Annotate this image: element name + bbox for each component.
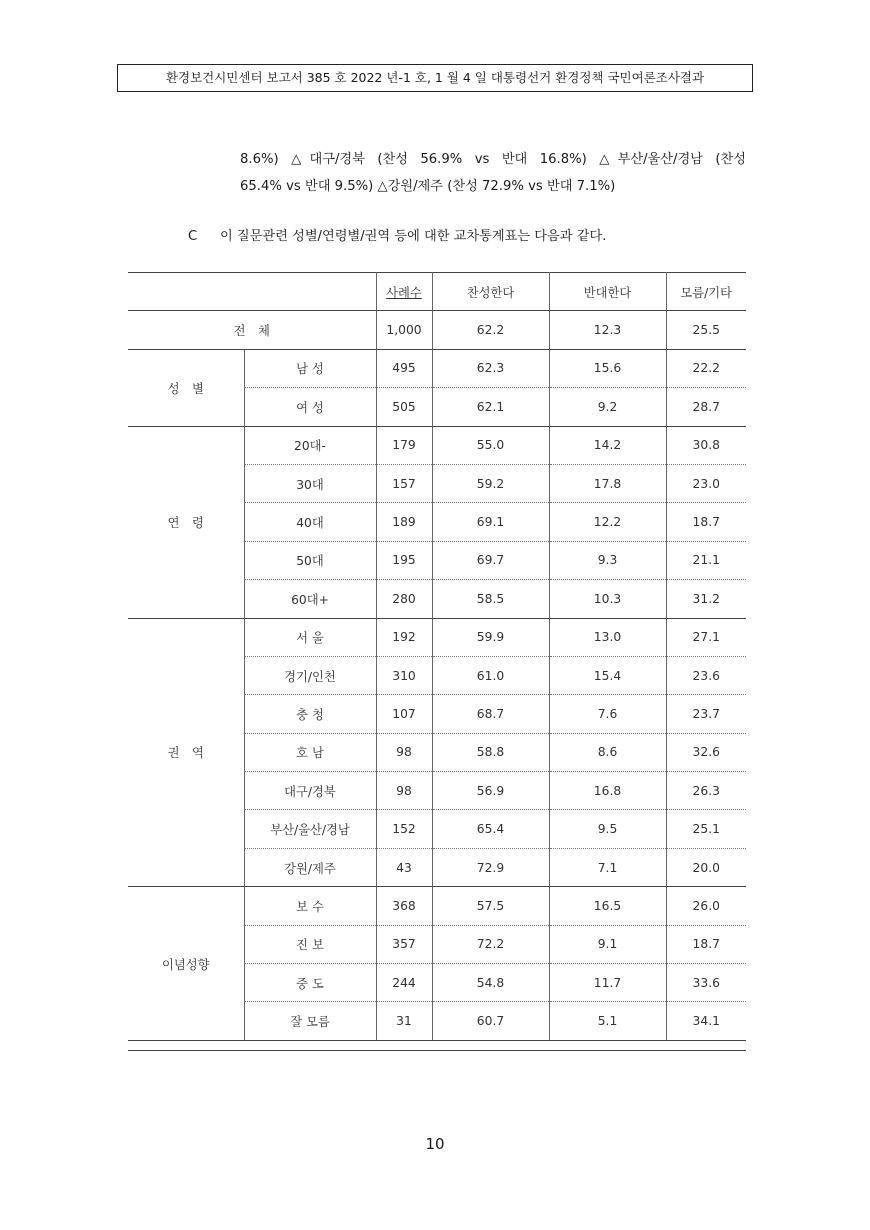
column-header: 사례수 (376, 273, 432, 311)
cell-disagree: 9.3 (549, 541, 666, 579)
cell-disagree: 15.4 (549, 656, 666, 694)
bullet-marker: C (188, 229, 198, 244)
body-paragraph-line-1: 8.6%) △대구/경북 (찬성 56.9% vs 반대 16.8%) △부산/울산/경남 (찬성 (240, 152, 746, 167)
cell-count: 107 (376, 695, 432, 733)
group-label-region: 권 역 (128, 618, 244, 887)
cell-count: 368 (376, 887, 432, 925)
table-intro-text: 이 질문관련 성별/연령별/권역 등에 대한 교차통계표는 다음과 같다. (220, 229, 607, 244)
group-label-ideology: 이념성향 (128, 887, 244, 1041)
cell-agree: 72.9 (432, 848, 549, 886)
cell-disagree: 17.8 (549, 464, 666, 502)
cell-disagree: 12.3 (549, 311, 666, 349)
row-label: 강원/제주 (244, 848, 376, 886)
row-label: 50대 (244, 541, 376, 579)
table-bottom-rule (128, 1050, 746, 1051)
cell-unknown: 25.1 (666, 810, 746, 848)
cell-count: 179 (376, 426, 432, 464)
cell-disagree: 7.6 (549, 695, 666, 733)
cell-agree: 58.5 (432, 580, 549, 618)
report-header: 환경보건시민센터 보고서 385 호 2022 년-1 호, 1 월 4 일 대통령선거 환경정책 국민여론조사결과 (117, 64, 753, 92)
row-label: 30대 (244, 464, 376, 502)
cell-count: 244 (376, 964, 432, 1002)
row-label: 40대 (244, 503, 376, 541)
cell-count: 280 (376, 580, 432, 618)
row-label: 서 울 (244, 618, 376, 656)
cell-unknown: 23.0 (666, 464, 746, 502)
cell-count: 310 (376, 656, 432, 694)
cell-count: 152 (376, 810, 432, 848)
cell-disagree: 9.1 (549, 925, 666, 963)
column-header: 모름/기타 (666, 273, 746, 311)
cell-disagree: 9.5 (549, 810, 666, 848)
header-blank-cell (128, 273, 376, 311)
cell-agree: 68.7 (432, 695, 549, 733)
cell-count: 31 (376, 1002, 432, 1040)
cell-disagree: 11.7 (549, 964, 666, 1002)
cell-disagree: 13.0 (549, 618, 666, 656)
table-intro (188, 225, 606, 244)
cell-disagree: 9.2 (549, 388, 666, 426)
row-label: 경기/인천 (244, 656, 376, 694)
cell-unknown: 23.7 (666, 695, 746, 733)
cell-agree: 60.7 (432, 1002, 549, 1040)
cell-unknown: 18.7 (666, 503, 746, 541)
cell-unknown: 32.6 (666, 733, 746, 771)
row-label: 20대- (244, 426, 376, 464)
cell-unknown: 33.6 (666, 964, 746, 1002)
cell-unknown: 28.7 (666, 388, 746, 426)
row-label: 진 보 (244, 925, 376, 963)
table-header-row (128, 273, 746, 311)
cell-unknown: 22.2 (666, 349, 746, 387)
cell-disagree: 16.8 (549, 772, 666, 810)
cell-unknown: 26.3 (666, 772, 746, 810)
row-label: 잘 모름 (244, 1002, 376, 1040)
table-row-total (128, 311, 746, 349)
cell-agree: 62.2 (432, 311, 549, 349)
crosstab-table (128, 272, 746, 1041)
cell-disagree: 10.3 (549, 580, 666, 618)
cell-agree: 65.4 (432, 810, 549, 848)
cell-agree: 62.3 (432, 349, 549, 387)
cell-agree: 54.8 (432, 964, 549, 1002)
row-label: 보 수 (244, 887, 376, 925)
cell-disagree: 5.1 (549, 1002, 666, 1040)
cell-count: 192 (376, 618, 432, 656)
cell-agree: 59.9 (432, 618, 549, 656)
row-label: 60대+ (244, 580, 376, 618)
cell-agree: 55.0 (432, 426, 549, 464)
cell-count: 357 (376, 925, 432, 963)
cell-count: 1,000 (376, 311, 432, 349)
cell-count: 189 (376, 503, 432, 541)
group-label-age: 연 령 (128, 426, 244, 618)
cell-agree: 69.1 (432, 503, 549, 541)
row-label: 여 성 (244, 388, 376, 426)
cell-agree: 56.9 (432, 772, 549, 810)
cell-count: 505 (376, 388, 432, 426)
table-row (128, 618, 746, 656)
cell-agree: 61.0 (432, 656, 549, 694)
cell-unknown: 26.0 (666, 887, 746, 925)
cell-count: 98 (376, 733, 432, 771)
cell-unknown: 34.1 (666, 1002, 746, 1040)
row-label: 대구/경북 (244, 772, 376, 810)
cell-agree: 62.1 (432, 388, 549, 426)
row-label: 부산/울산/경남 (244, 810, 376, 848)
cell-unknown: 18.7 (666, 925, 746, 963)
cell-unknown: 20.0 (666, 848, 746, 886)
table-row (128, 426, 746, 464)
cell-count: 495 (376, 349, 432, 387)
cell-disagree: 8.6 (549, 733, 666, 771)
table-row (128, 887, 746, 925)
cell-disagree: 15.6 (549, 349, 666, 387)
cell-count: 43 (376, 848, 432, 886)
page-number: 10 (425, 1135, 445, 1153)
row-label: 중 도 (244, 964, 376, 1002)
cell-count: 98 (376, 772, 432, 810)
row-label: 충 청 (244, 695, 376, 733)
row-label: 호 남 (244, 733, 376, 771)
cell-unknown: 21.1 (666, 541, 746, 579)
table-row (128, 349, 746, 387)
column-header: 반대한다 (549, 273, 666, 311)
cell-disagree: 7.1 (549, 848, 666, 886)
cell-disagree: 14.2 (549, 426, 666, 464)
cell-unknown: 30.8 (666, 426, 746, 464)
cell-agree: 69.7 (432, 541, 549, 579)
group-label-gender: 성 별 (128, 349, 244, 426)
cell-count: 157 (376, 464, 432, 502)
total-label: 전 체 (128, 311, 376, 349)
column-header: 찬성한다 (432, 273, 549, 311)
cell-unknown: 23.6 (666, 656, 746, 694)
body-paragraph-line-2: 65.4% vs 반대 9.5%) △강원/제주 (찬성 72.9% vs 반대 7.1%) (240, 179, 616, 194)
cell-unknown: 27.1 (666, 618, 746, 656)
cell-disagree: 16.5 (549, 887, 666, 925)
cell-count: 195 (376, 541, 432, 579)
cell-agree: 59.2 (432, 464, 549, 502)
cell-unknown: 25.5 (666, 311, 746, 349)
cell-unknown: 31.2 (666, 580, 746, 618)
cell-agree: 57.5 (432, 887, 549, 925)
cell-disagree: 12.2 (549, 503, 666, 541)
cell-agree: 72.2 (432, 925, 549, 963)
row-label: 남 성 (244, 349, 376, 387)
cell-agree: 58.8 (432, 733, 549, 771)
